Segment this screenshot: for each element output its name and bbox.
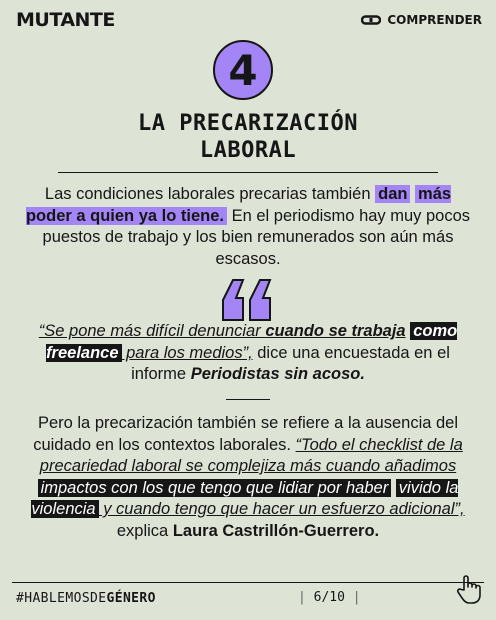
section-label-text: COMPRENDER <box>387 13 482 27</box>
intro-text-2: En el periodismo hay muy pocos puestos de trabajo y los bien remunerados son aún más escasos. <box>42 206 471 268</box>
intro-text-1: Las condiciones laborales precarias también <box>44 185 376 203</box>
closing-text-2: explica <box>116 521 173 540</box>
page-indicator: | 6/10 | <box>298 590 361 605</box>
page-number: 6/10 <box>313 590 345 605</box>
intro-paragraph <box>20 184 476 270</box>
closing-highlight-1: impactos con los que tengo que lidiar por haber <box>38 479 392 497</box>
closing-text-1: Pero la precarización también se refiere a la ausencia del cuidado en los contextos laborales. <box>33 414 459 454</box>
section-divider <box>226 399 270 400</box>
slide-number-badge <box>213 40 273 100</box>
slide-number: 4 <box>228 45 258 95</box>
slide-title-line1: LA PRECARIZACIÓN <box>138 111 358 136</box>
swipe-hand-icon[interactable] <box>456 574 482 604</box>
quote-text-1: “Se pone más difícil denunciar <box>38 322 266 340</box>
quote-paragraph <box>20 321 476 386</box>
brand-logo: MUTANTE <box>16 9 115 31</box>
quote-marks-icon <box>219 278 275 322</box>
slide-title-line2: LABORAL <box>199 138 297 163</box>
hashtag-part2: GÉNERO <box>106 591 156 606</box>
closing-italic-1: “Todo el checklist de la precariedad laboral se complejiza más cuando añadimos <box>39 435 463 475</box>
quote-text-4: para los medios”, <box>121 343 253 362</box>
infinity-loop-icon <box>361 15 381 25</box>
intro-highlight-2: más poder a quien ya lo tiene. <box>25 185 452 225</box>
report-title: Periodistas sin acoso. <box>190 365 365 383</box>
footer-divider <box>12 582 484 583</box>
hashtag <box>16 591 156 606</box>
title-divider <box>58 172 438 173</box>
closing-italic-2: y cuando tengo que hacer un esfuerzo adicional”, <box>98 500 465 518</box>
quote-text-2: cuando se trabaja <box>265 322 406 340</box>
intro-highlight-1: dan <box>375 185 410 203</box>
slide-title <box>0 110 496 164</box>
quote-highlight: como freelance <box>46 322 458 362</box>
author-name: Laura Castrillón-Guerrero. <box>172 521 380 540</box>
quote-text-5: dice una encuestada en el informe <box>131 343 450 383</box>
closing-paragraph <box>20 413 476 542</box>
section-label <box>361 13 482 27</box>
hashtag-part1: #HABLEMOSDE <box>16 591 107 606</box>
closing-highlight-2: vivido la violencia <box>31 478 459 518</box>
